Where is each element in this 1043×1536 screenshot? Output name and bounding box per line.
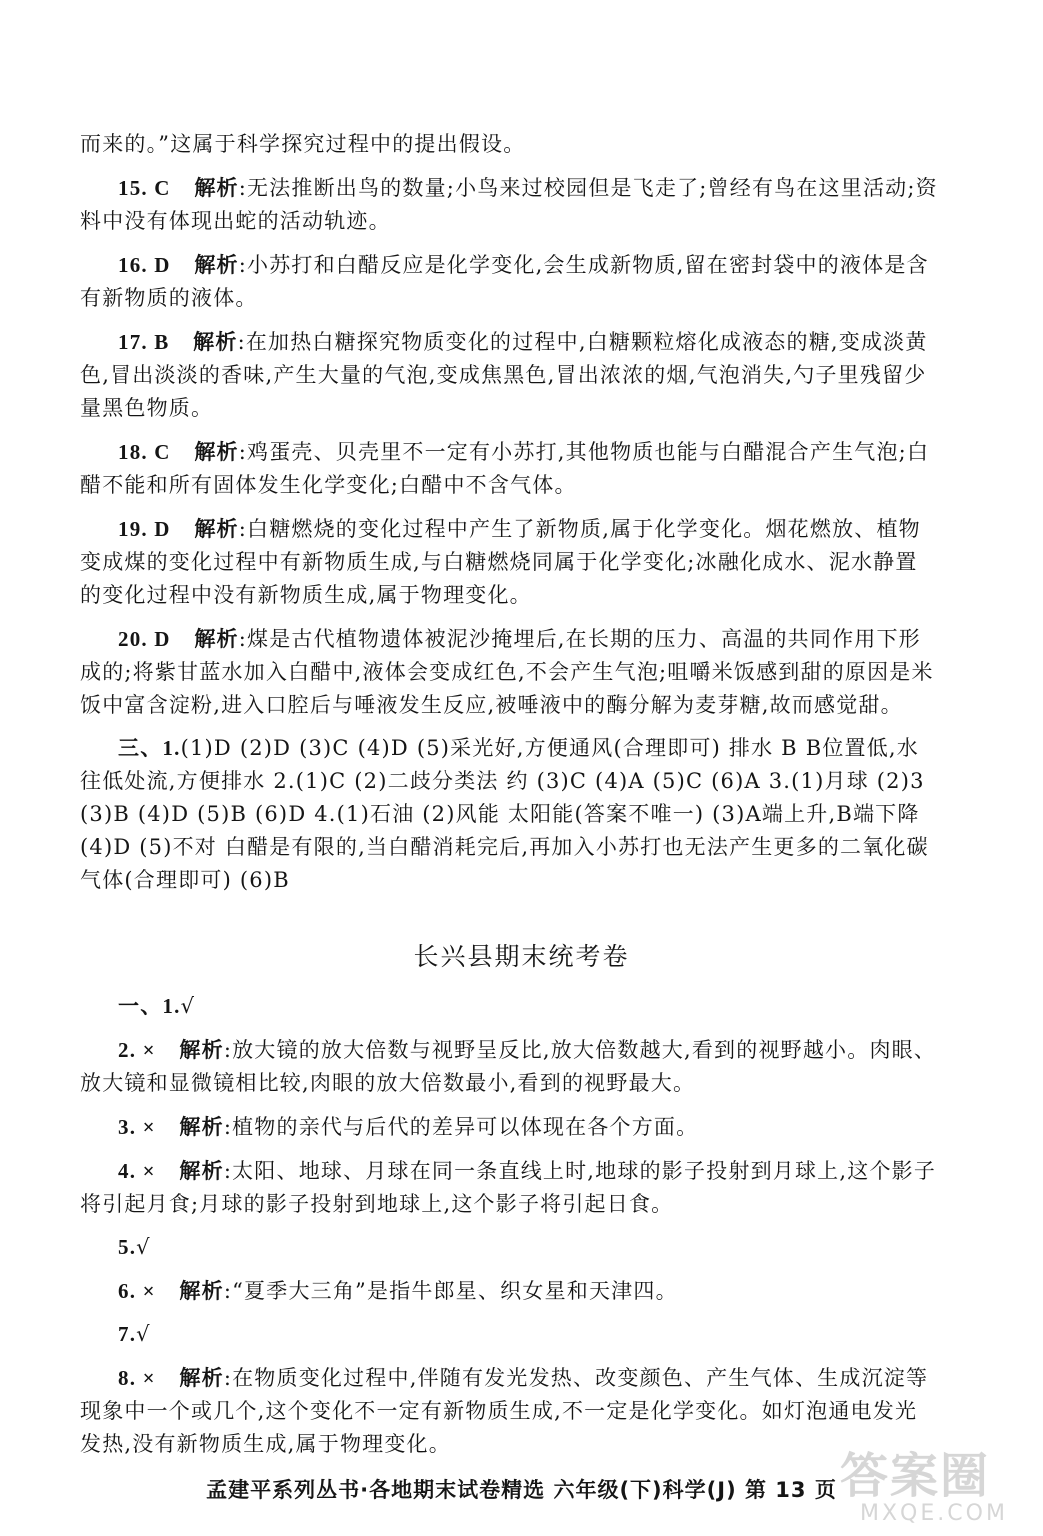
analysis-label: 解析	[194, 439, 239, 464]
analysis-label: 解析	[179, 1365, 224, 1390]
answer-number: 16. D	[118, 253, 171, 277]
answer-text: :煤是古代植物遗体被泥沙掩埋后,在长期的压力、高温的共同作用下形成的;将紫甘蓝水加入白醋中,液体会变成红色,不会产生气泡;咀嚼米饭感到甜的原因是米饭中富含淀粉,进入口腔后与唾液发生反应,被唾液中的酶分解为麦芽糖,故而感觉甜。	[80, 627, 934, 717]
answer-text: :太阳、地球、月球在同一条直线上时,地球的影子投射到月球上,这个影子将引起月食;月球的影子投射到地球上,这个影子将引起日食。	[80, 1159, 937, 1216]
answer-number: 4. ×	[118, 1159, 156, 1183]
answer-number: 19. D	[118, 517, 171, 541]
analysis-label: 解析	[179, 1114, 224, 1139]
answer-text: :在加热白糖探究物质变化的过程中,白糖颗粒熔化成液态的糖,变成淡黄色,冒出淡淡的香味,产生大量的气泡,变成焦黑色,冒出浓浓的烟,气泡消失,勺子里残留少量黑色物质。	[80, 330, 928, 420]
analysis-label: 解析	[179, 1037, 224, 1062]
answer-paragraph-b6	[80, 1274, 938, 1308]
answer-text: :放大镜的放大倍数与视野呈反比,放大倍数越大,看到的视野越小。肉眼、放大镜和显微镜相比较,肉眼的放大倍数最小,看到的视野最大。	[80, 1038, 937, 1095]
answer-number: 3. ×	[118, 1115, 156, 1139]
answer-text: √	[136, 1322, 151, 1346]
answer-paragraph-0	[80, 128, 938, 161]
answer-paragraph-15	[80, 171, 938, 238]
answer-number: 20. D	[118, 627, 171, 651]
answer-paragraph-b1	[80, 990, 938, 1023]
answer-number: 18. C	[118, 440, 171, 464]
analysis-label: 解析	[179, 1278, 224, 1303]
answer-paragraph-part3	[80, 732, 938, 897]
answer-paragraph-b7	[80, 1318, 938, 1351]
answer-text: √	[136, 1235, 151, 1259]
answer-paragraph-b8	[80, 1361, 938, 1461]
watermark-sub-text: MXQE.COM	[860, 1501, 1008, 1526]
answer-paragraph-b3	[80, 1110, 938, 1144]
answer-number: 一、1.	[118, 994, 181, 1018]
answer-text: :白糖燃烧的变化过程中产生了新物质,属于化学变化。烟花燃放、植物变成煤的变化过程中有新物质生成,与白糖燃烧同属于化学变化;冰融化成水、泥水静置的变化过程中没有新物质生成,属于物理变化。	[80, 517, 921, 607]
answer-text: :无法推断出鸟的数量;小鸟来过校园但是飞走了;曾经有鸟在这里活动;资料中没有体现出蛇的活动轨迹。	[80, 176, 938, 233]
answer-text: (1)D (2)D (3)C (4)D (5)采光好,方便通风(合理即可) 排水 B B位置低,水往低处流,方便排水 2.(1)C (2)二歧分类法 约 (3)C (4)A (5)C (6)A 3.(1)月球 (2)3 (3)B (4)D (5)B (6)D 4.(1)石油 (2)风能 太阳能(答案不唯一) (3)A端上升,B端下降 (4)D (5)不对 白醋是有限的,当白醋消耗完后,再加入小苏打也无法产生更多的二氧化碳气体(合理即可) (6)B	[80, 736, 929, 892]
answer-number: 17. B	[118, 330, 170, 354]
analysis-label: 解析	[194, 175, 239, 200]
answer-paragraph-b4	[80, 1154, 938, 1221]
watermark-logo	[840, 1450, 1030, 1530]
watermark-main-text: 答案圈	[840, 1448, 991, 1504]
answer-number: 2. ×	[118, 1038, 156, 1062]
answer-text: :植物的亲代与后代的差异可以体现在各个方面。	[223, 1115, 699, 1139]
analysis-label: 解析	[194, 252, 239, 277]
answer-paragraph-20	[80, 622, 938, 722]
analysis-label: 解析	[179, 1158, 224, 1183]
answer-text: :在物质变化过程中,伴随有发光发热、改变颜色、产生气体、生成沉淀等现象中一个或几个,这个变化不一定有新物质生成,不一定是化学变化。如灯泡通电发光发热,没有新物质生成,属于物理变化。	[80, 1366, 929, 1456]
answer-paragraph-b2	[80, 1033, 938, 1100]
answer-section-bottom	[80, 990, 938, 1471]
answer-number: 5.	[118, 1235, 137, 1259]
answer-text: :“夏季大三角”是指牛郎星、织女星和天津四。	[223, 1279, 678, 1303]
answer-paragraph-19	[80, 512, 938, 612]
answer-paragraph-18	[80, 435, 938, 502]
answer-text: √	[180, 994, 196, 1018]
answer-number: 15. C	[118, 176, 171, 200]
analysis-label: 解析	[194, 516, 239, 541]
page-footer: 孟建平系列丛书·各地期末试卷精选 六年级(下)科学(J) 第 13 页	[206, 1478, 837, 1502]
answer-paragraph-b5	[80, 1231, 938, 1264]
answer-number: 8. ×	[118, 1366, 156, 1390]
answer-text: 而来的。”这属于科学探究过程中的提出假设。	[80, 132, 526, 156]
answer-section-top	[80, 128, 938, 907]
answer-paragraph-16	[80, 248, 938, 315]
section-title: 长兴县期末统考卷	[413, 942, 630, 971]
answer-paragraph-17	[80, 325, 938, 425]
answer-text: :鸡蛋壳、贝壳里不一定有小苏打,其他物质也能与白醋混合产生气泡;白醋不能和所有固体发生化学变化;白醋中不含气体。	[80, 440, 930, 497]
answer-text: :小苏打和白醋反应是化学变化,会生成新物质,留在密封袋中的液体是含有新物质的液体。	[80, 253, 929, 310]
analysis-label: 解析	[194, 626, 239, 651]
answer-number: 6. ×	[118, 1279, 156, 1303]
answer-number: 7.	[118, 1322, 137, 1346]
analysis-label: 解析	[193, 329, 238, 354]
answer-number: 三、1.	[118, 736, 181, 760]
